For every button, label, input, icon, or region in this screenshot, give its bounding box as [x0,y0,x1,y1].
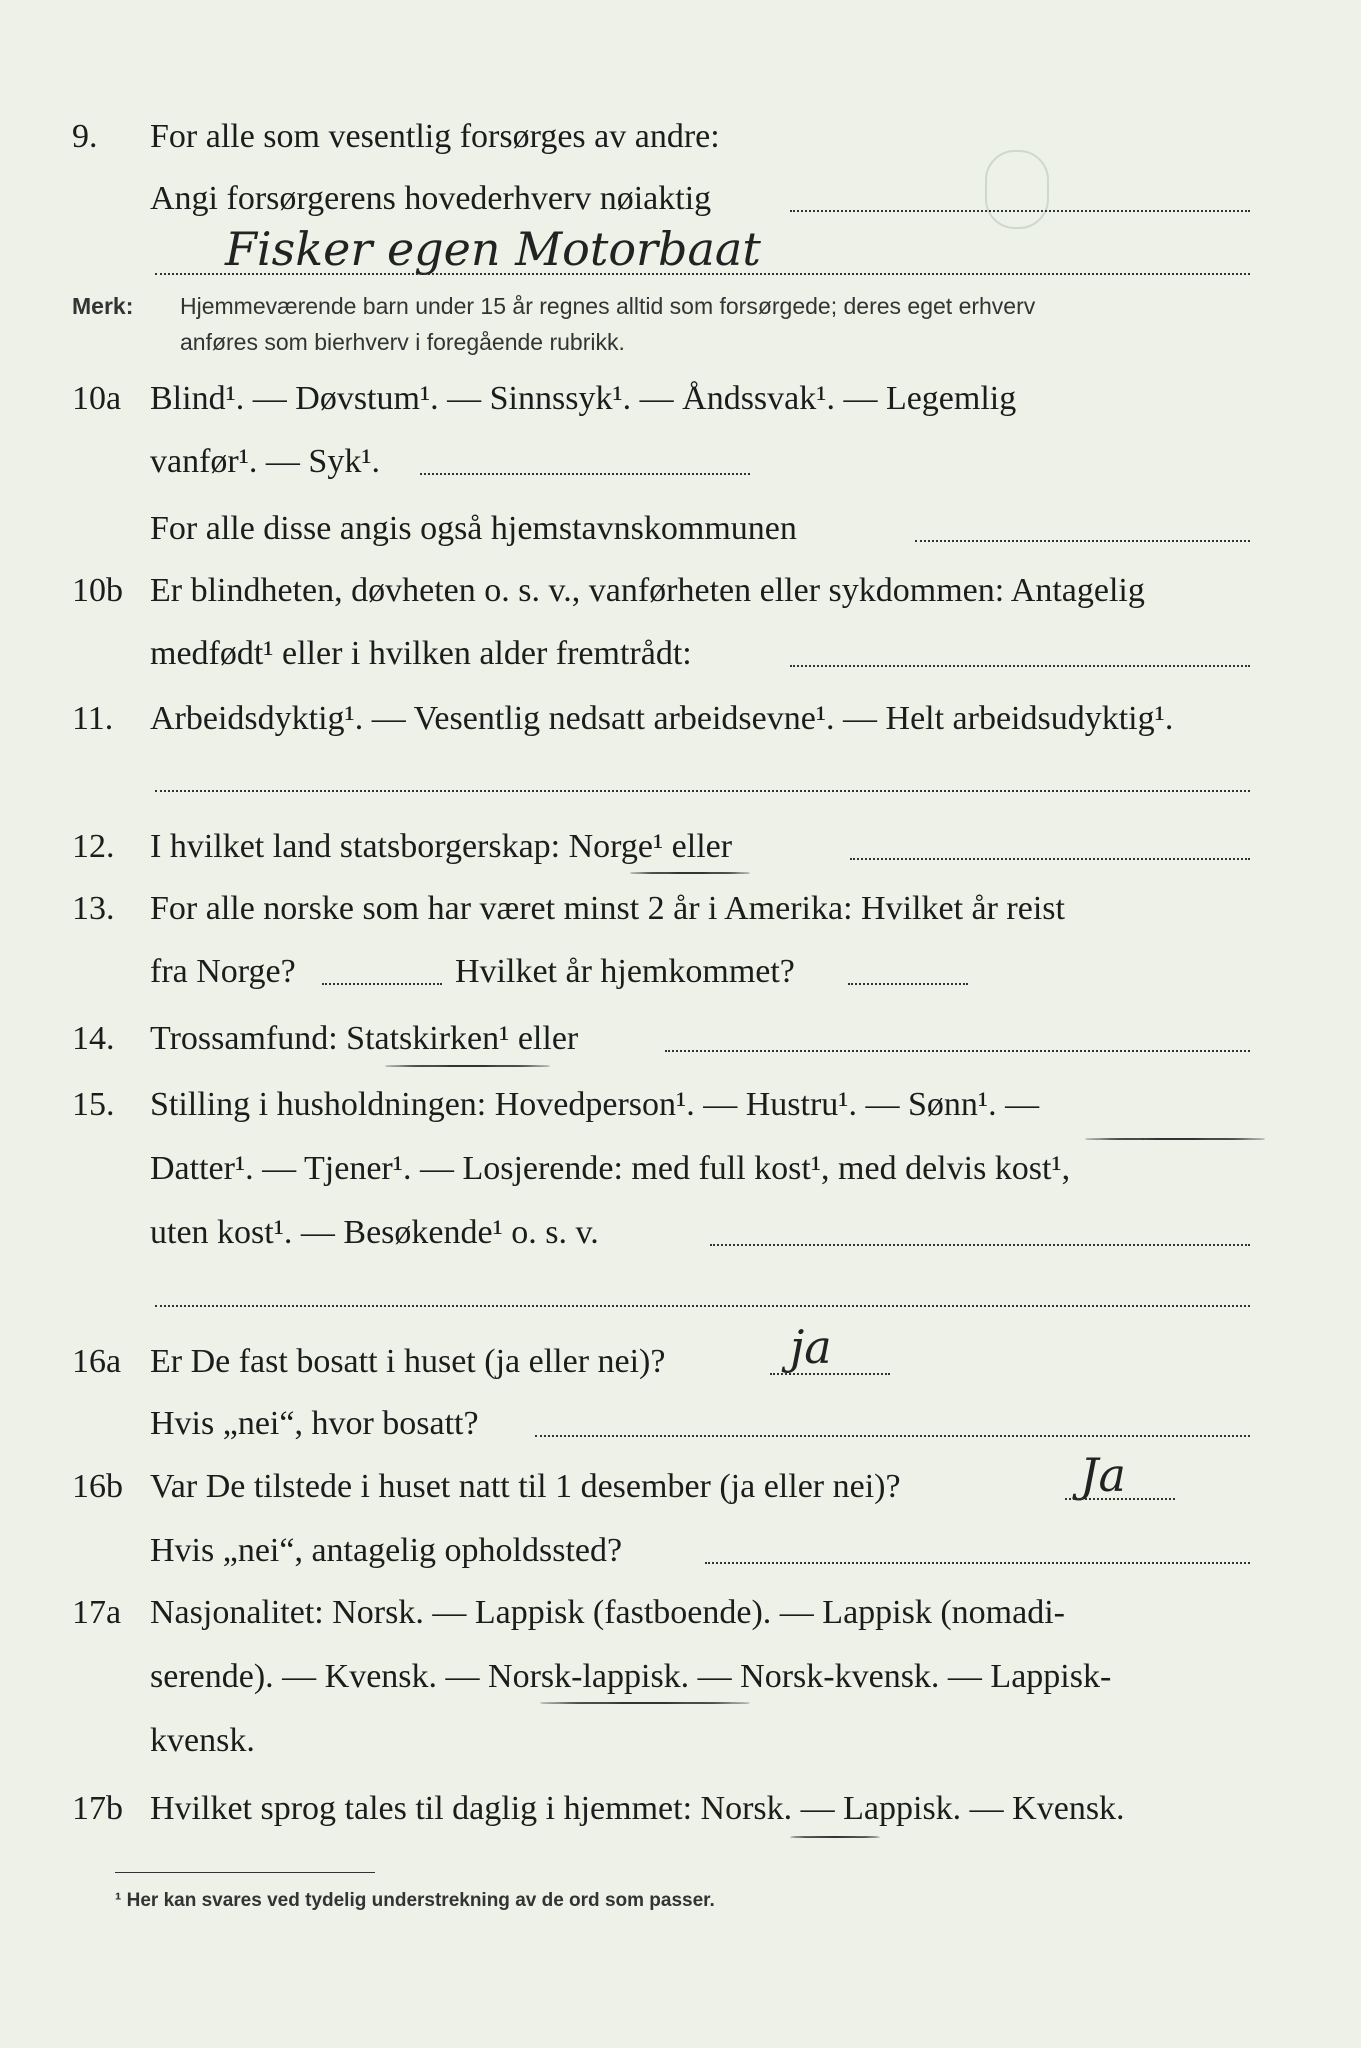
q10b-number: 10b [72,572,123,609]
q16b-opholdssted-dotted-line [705,1562,1250,1564]
footnote: ¹ Her kan svares ved tydelig understrekning av de ord som passer. [115,1890,715,1911]
q10a-number: 10a [72,380,122,417]
q16b-line1: Var De tilstede i huset natt til 1 desember (ja eller nei)? [150,1468,901,1505]
q13-hjem-dotted-line [848,983,968,985]
q15-number: 15. [72,1086,115,1123]
q9-handwritten-answer[interactable]: Fisker egen Motorbaat [225,222,761,276]
q16b-handwritten-answer[interactable]: Ja [1080,1448,1126,1502]
q10a-kommune-dotted-line [915,540,1250,542]
q15-dotted-line [710,1244,1250,1246]
q9-answer-dotted-line [790,210,1250,212]
q15-sonn-mark [1085,1138,1265,1140]
footnote-divider [115,1872,375,1873]
q17b-norsk-underline [790,1836,880,1838]
q17a-norsk-lappisk-underline [540,1702,750,1704]
q15-line2: Datter¹. — Tjener¹. — Losjerende: med full kost¹, med delvis kost¹, [150,1150,1071,1187]
merk-label: Merk: [72,293,134,319]
q14-line1: Trossamfund: Statskirken¹ eller [150,1020,579,1057]
q16a-number: 16a [72,1343,122,1380]
q10a-line1: Blind¹. — Døvstum¹. — Sinnssyk¹. — Åndssvak¹. — Legemlig [150,380,1017,417]
q12-number: 12. [72,828,115,865]
q13-line2b: Hvilket år hjemkommet? [455,953,795,990]
q9-answer-line-2 [155,273,1250,275]
faded-stamp [985,150,1049,229]
q17a-line2: serende). — Kvensk. — Norsk-lappisk. — Norsk-kvensk. — Lappisk- [150,1658,1112,1695]
q14-number: 14. [72,1020,115,1057]
q14-statskirken-underline [385,1065,550,1067]
q17b-number: 17b [72,1790,123,1827]
q11-answer-line [155,790,1250,792]
q9-number: 9. [72,118,98,155]
q12-line1: I hvilket land statsborgerskap: Norge¹ eller [150,828,733,865]
q16a-line1: Er De fast bosatt i huset (ja eller nei)? [150,1343,666,1380]
q9-line2: Angi forsørgerens hovederhverv nøiaktig [150,180,712,217]
q13-line1: For alle norske som har været minst 2 år i Amerika: Hvilket år reist [150,890,1065,927]
q15-line3: uten kost¹. — Besøkende¹ o. s. v. [150,1214,599,1251]
q16a-handwritten-answer[interactable]: ja [790,1320,832,1374]
q16b-dotted-line [1065,1498,1175,1500]
q10b-line2: medfødt¹ eller i hvilken alder fremtrådt: [150,635,692,672]
merk-line2: anføres som bierhverv i foregående rubrikk. [180,329,625,355]
q10a-line3: For alle disse angis også hjemstavnskommunen [150,510,797,547]
q15-line1: Stilling i husholdningen: Hovedperson¹. — Hustru¹. — Sønn¹. — [150,1086,1040,1123]
q10a-syk-dotted-line [420,473,750,475]
q11-number: 11. [72,700,114,737]
q17a-line1: Nasjonalitet: Norsk. — Lappisk (fastboende). — Lappisk (nomadi- [150,1594,1065,1631]
q15-answer-line [155,1305,1250,1307]
q10a-line2: vanfør¹. — Syk¹. [150,443,381,480]
q16a-bosatt-dotted-line [535,1435,1250,1437]
q16a-line2: Hvis „nei“, hvor bosatt? [150,1405,479,1442]
q17a-number: 17a [72,1594,122,1631]
q16b-line2: Hvis „nei“, antagelig opholdssted? [150,1532,623,1569]
q11-line1: Arbeidsdyktig¹. — Vesentlig nedsatt arbeidsevne¹. — Helt arbeidsudyktig¹. [150,700,1174,737]
q14-dotted-line [665,1050,1250,1052]
q17b-line1: Hvilket sprog tales til daglig i hjemmet: Norsk. — Lappisk. — Kvensk. [150,1790,1125,1827]
merk-line1: Hjemmeværende barn under 15 år regnes alltid som forsørgede; deres eget erhverv [180,293,1036,319]
q9-line1: For alle som vesentlig forsørges av andre: [150,118,720,155]
q17a-line3: kvensk. [150,1722,255,1759]
q13-line2a: fra Norge? [150,953,296,990]
q12-dotted-line [850,858,1250,860]
q13-number: 13. [72,890,115,927]
q10b-dotted-line [790,665,1250,667]
q16a-dotted-line [770,1373,890,1375]
q16b-number: 16b [72,1468,123,1505]
q10b-line1: Er blindheten, døvheten o. s. v., vanførheten eller sykdommen: Antagelig [150,572,1145,609]
q13-reist-dotted-line [322,983,442,985]
q12-norge-underline [630,872,750,874]
